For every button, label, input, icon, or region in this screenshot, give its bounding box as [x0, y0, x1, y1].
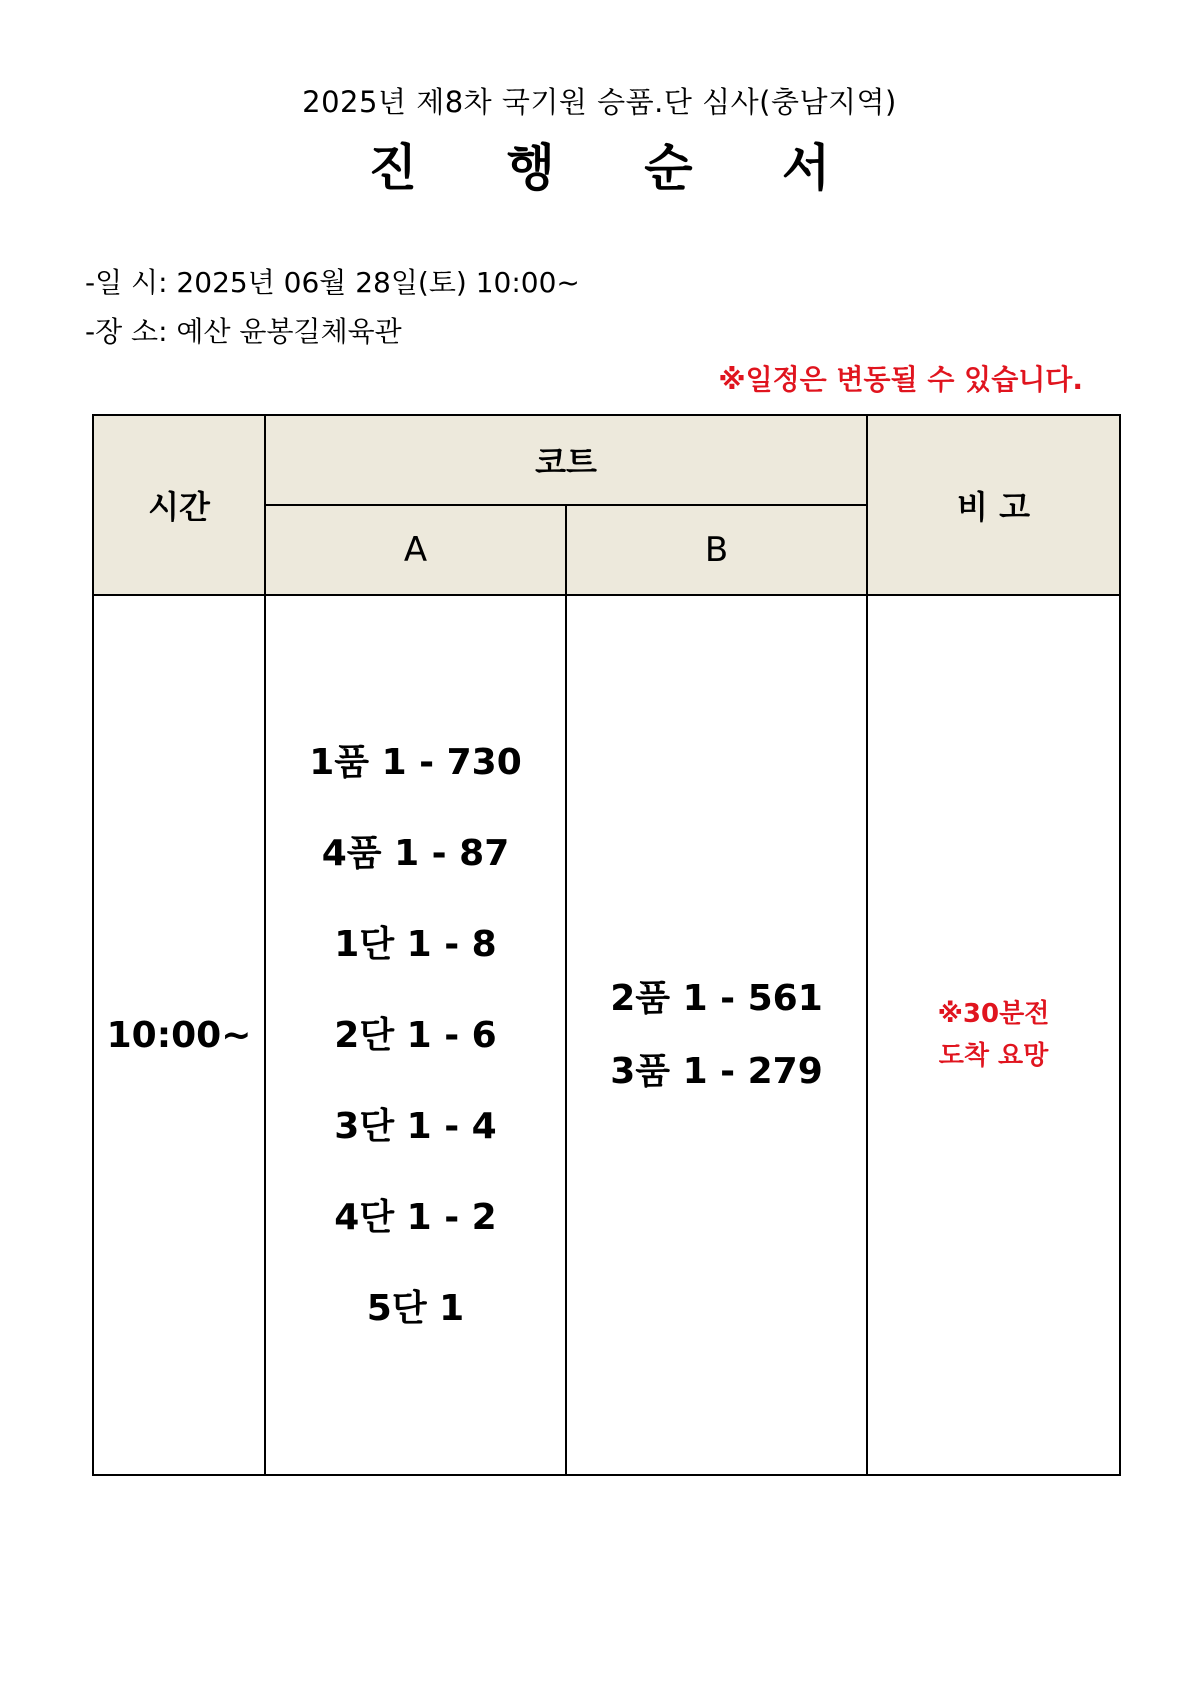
court-a-item: 4단 1 - 2	[334, 1196, 497, 1238]
schedule-table	[92, 414, 1121, 1476]
document-title: 진 행 순 서	[368, 139, 867, 197]
document-subtitle: 2025년 제8차 국기원 승품.단 심사(충남지역)	[302, 85, 897, 119]
court-a-item: 1단 1 - 8	[334, 923, 497, 965]
court-b-item: 2품 1 - 561	[610, 978, 823, 1019]
time-cell: 10:00~	[93, 595, 265, 1475]
court-a-cell	[265, 595, 566, 1475]
remark-cell	[867, 595, 1120, 1475]
header-court-b: B	[566, 505, 867, 595]
court-b-list	[567, 962, 866, 1108]
court-b-item: 3품 1 - 279	[610, 1051, 823, 1092]
court-b-cell	[566, 595, 867, 1475]
court-a-list	[266, 717, 565, 1354]
court-a-item: 5단 1	[366, 1287, 465, 1329]
court-a-item: 4품 1 - 87	[321, 832, 510, 874]
event-place: -장 소: 예산 윤봉길체육관	[85, 315, 402, 348]
remark-line: ※30분전	[937, 999, 1050, 1029]
header-court-a: A	[265, 505, 566, 595]
court-a-item: 1품 1 - 730	[309, 741, 522, 783]
court-a-item: 2단 1 - 6	[334, 1014, 497, 1056]
court-a-item: 3단 1 - 4	[334, 1105, 497, 1147]
header-court: 코트	[265, 415, 867, 505]
schedule-change-notice: ※일정은 변동될 수 있습니다.	[718, 363, 1083, 396]
remark-line: 도착 요망	[938, 1041, 1049, 1071]
event-date: -일 시: 2025년 06월 28일(토) 10:00~	[85, 266, 580, 299]
header-time: 시간	[93, 415, 265, 595]
header-remark: 비 고	[867, 415, 1120, 595]
